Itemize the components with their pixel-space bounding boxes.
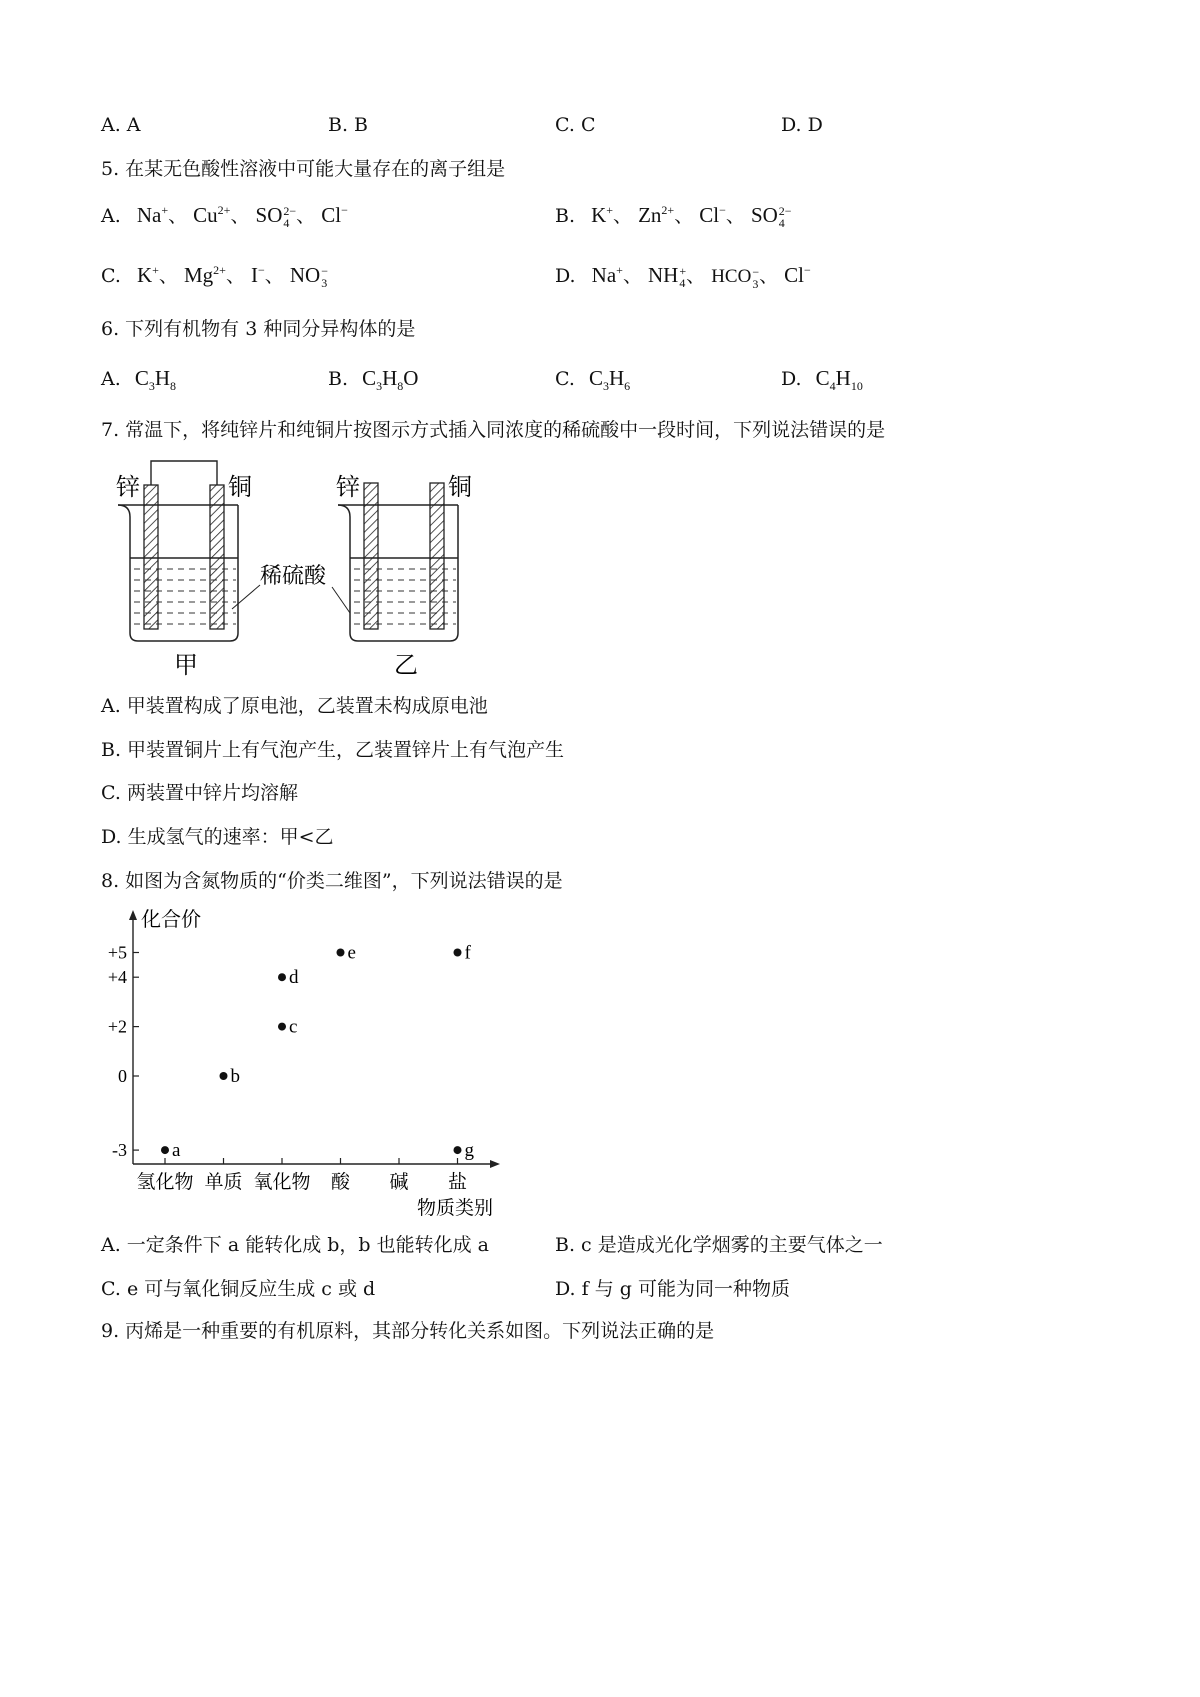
q4-option-d: D. D — [781, 114, 823, 136]
beaker-yi — [338, 483, 458, 641]
valence-category-chart — [95, 900, 515, 1225]
q6-stem: 6. 下列有机物有 3 种同分异构体的是 — [101, 318, 416, 340]
data-point-d — [278, 973, 286, 981]
y-axis-label: 化合价 — [141, 907, 201, 931]
q8-option-a: A. 一定条件下 a 能转化成 b，b 也能转化成 a — [101, 1234, 489, 1256]
separator: 、 — [264, 265, 284, 287]
x-axis-label: 物质类别 — [417, 1197, 494, 1219]
fig-acid-label: 稀硫酸 — [260, 564, 327, 589]
q8-option-b: B. c 是造成光化学烟雾的主要气体之一 — [555, 1234, 883, 1256]
fig-copper-label-yi: 铜 — [448, 473, 472, 501]
y-tick-label: +2 — [107, 1016, 127, 1037]
separator: 、 — [296, 205, 316, 227]
data-point-label-g: g — [464, 1140, 474, 1162]
data-point-label-b: b — [230, 1066, 240, 1087]
y-tick-label: +4 — [107, 967, 127, 988]
x-tick-label: 单质 — [204, 1171, 243, 1193]
y-tick-label: -3 — [112, 1140, 127, 1161]
q7-option-b: B. 甲装置铜片上有气泡产生，乙装置锌片上有气泡产生 — [101, 739, 565, 761]
separator: 、 — [158, 265, 178, 287]
data-point-label-c: c — [289, 1016, 298, 1038]
q7-option-c: C. 两装置中锌片均溶解 — [101, 782, 298, 804]
q9-stem: 9. 丙烯是一种重要的有机原料，其部分转化关系如图。下列说法正确的是 — [101, 1320, 715, 1342]
q4-option-c: C. C — [555, 114, 596, 136]
separator: 、 — [622, 265, 642, 287]
q4-option-b: B. B — [328, 114, 369, 136]
data-point-label-e: e — [347, 942, 356, 964]
q7-option-d: D. 生成氢气的速率：甲<乙 — [101, 826, 334, 848]
data-point-c — [278, 1023, 286, 1031]
x-tick-label: 碱 — [389, 1171, 409, 1193]
q5-c-label: C. — [101, 265, 121, 287]
y-tick-label: +5 — [107, 942, 127, 963]
x-axis-arrow — [490, 1160, 500, 1168]
separator: 、 — [225, 265, 245, 287]
separator: 、 — [613, 205, 633, 227]
q6-c-label: C. — [555, 368, 575, 390]
x-tick-label: 盐 — [447, 1171, 468, 1193]
separator: 、 — [759, 265, 779, 287]
fig-zinc-label-yi: 锌 — [336, 473, 360, 501]
q6-a-label: A. — [101, 368, 121, 390]
data-point-g — [454, 1146, 462, 1154]
fig-copper-label-jia: 铜 — [228, 473, 252, 501]
x-tick-label: 氧化物 — [253, 1171, 311, 1193]
fig-caption-jia: 甲 — [174, 651, 198, 679]
data-point-label-f: f — [464, 942, 471, 964]
q8-option-c: C. e 可与氧化铜反应生成 c 或 d — [101, 1278, 376, 1300]
q6-d-label: D. — [781, 368, 802, 390]
q5-a-label: A. — [101, 205, 121, 227]
q5-option-d: D. Na+、 NH + 4 、 HCO − 3 、 Cl− — [555, 263, 811, 291]
data-point-a — [161, 1146, 169, 1154]
data-point-b — [220, 1072, 228, 1080]
data-point-label-a: a — [172, 1140, 181, 1162]
separator: 、 — [230, 205, 250, 227]
fig-zinc-label-jia: 锌 — [116, 473, 140, 501]
data-point-label-d: d — [289, 967, 299, 989]
y-tick-label: 0 — [118, 1066, 127, 1086]
q5-option-a: A. Na+、 $Cu^{2+}$、 SO 2− 4 、 Cl− — [101, 203, 348, 231]
separator: 、 — [725, 205, 745, 227]
q4-option-a: A. A — [101, 114, 141, 136]
x-tick-label: 酸 — [330, 1171, 351, 1193]
y-axis-arrow — [129, 910, 137, 920]
separator: 、 — [674, 205, 694, 227]
q6-option-d: D. $C_4H_{10}$ — [781, 366, 863, 394]
q5-b-label: B. — [555, 205, 576, 227]
galvanic-cell-figure — [110, 455, 510, 685]
q5-d-label: D. — [555, 265, 576, 287]
q5-option-b: B. K+、 $Zn^{2+}$、 Cl−、 SO 2− 4 — [555, 203, 792, 231]
q6-b-label: B. — [328, 368, 349, 390]
q5-stem: 5. 在某无色酸性溶液中可能大量存在的离子组是 — [101, 158, 506, 180]
x-tick-label: 氢化物 — [136, 1171, 194, 1193]
q8-stem: 8. 如图为含氮物质的“价类二维图”，下列说法错误的是 — [101, 870, 563, 892]
q5-option-c: C. K+、 $Mg^{2+}$、 I−、 NO − 3 — [101, 263, 328, 291]
q6-option-c: C. $C_3H_6$ — [555, 366, 631, 394]
data-point-e — [337, 949, 345, 957]
fig-caption-yi: 乙 — [394, 651, 418, 679]
q8-option-d: D. f 与 g 可能为同一种物质 — [555, 1278, 790, 1300]
separator: 、 — [168, 205, 188, 227]
q6-option-b: B. $C_3H_8O$ — [328, 366, 419, 394]
q6-option-a: A. $C_3H_8$ — [101, 366, 176, 394]
q7-option-a: A. 甲装置构成了原电池，乙装置未构成原电池 — [101, 695, 488, 717]
q7-stem: 7. 常温下，将纯锌片和纯铜片按图示方式插入同浓度的稀硫酸中一段时间，下列说法错误的是 — [101, 419, 886, 441]
data-point-f — [454, 949, 462, 957]
separator: 、 — [686, 265, 706, 287]
